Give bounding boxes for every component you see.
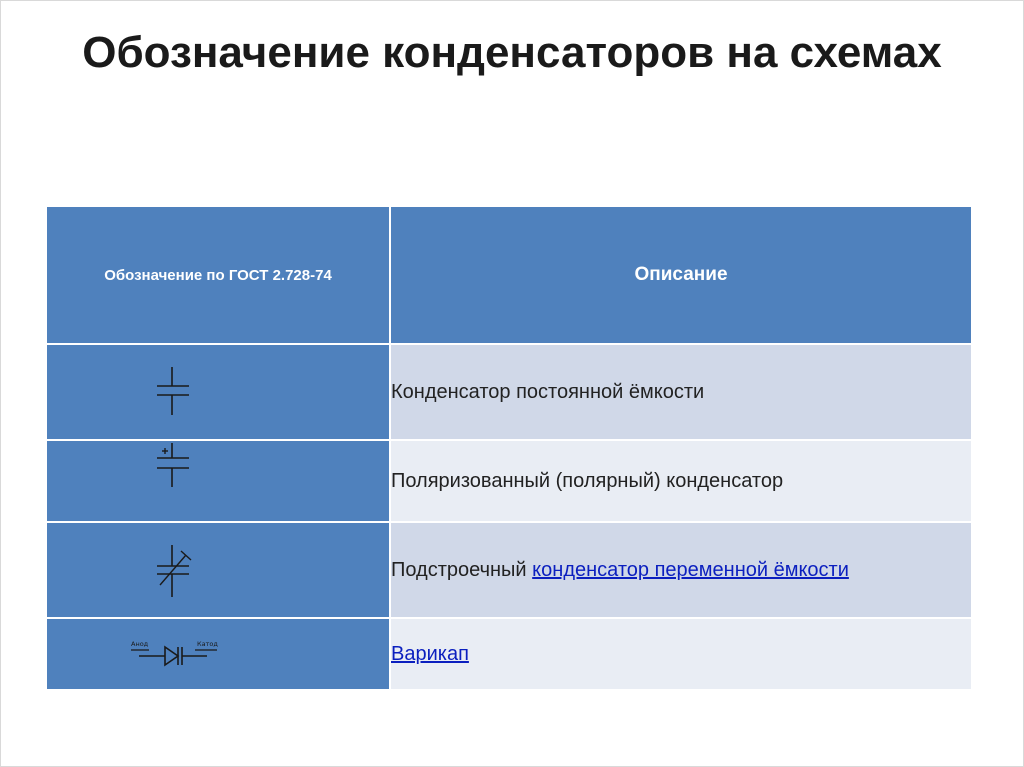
varicap-link[interactable]: Варикап (391, 642, 469, 665)
symbol-cell (46, 522, 390, 618)
description-cell (390, 440, 972, 522)
variable-capacitor-link[interactable]: конденсатор переменной ёмкости (532, 558, 849, 581)
header-description: Описание (390, 206, 972, 344)
table-row (46, 344, 972, 440)
symbol-cell (46, 440, 390, 522)
slide-title: Обозначение конденсаторов на схемах (82, 28, 942, 77)
cathode-label: Катод (197, 640, 218, 648)
polarized-capacitor-symbol-icon (47, 443, 387, 519)
trimmer-capacitor-symbol-icon (47, 525, 387, 615)
description-text: Конденсатор постоянной ёмкости (391, 380, 705, 403)
table-header-row (46, 206, 972, 344)
table-row (46, 522, 972, 618)
symbol-cell (46, 618, 390, 690)
description-cell (390, 618, 972, 690)
symbol-cell (46, 344, 390, 440)
table-row (46, 618, 972, 690)
description-text: Поляризованный (полярный) конденсатор (391, 469, 784, 492)
table-row (46, 440, 972, 522)
description-cell (390, 522, 972, 618)
header-gost-symbol: Обозначение по ГОСТ 2.728-74 (46, 206, 390, 344)
capacitor-symbols-table (45, 205, 973, 691)
fixed-capacitor-symbol-icon (47, 347, 387, 437)
anode-label: Анод (131, 640, 149, 648)
description-prefix: Подстроечный (391, 558, 533, 581)
varicap-symbol-icon (47, 621, 387, 687)
description-cell (390, 344, 972, 440)
